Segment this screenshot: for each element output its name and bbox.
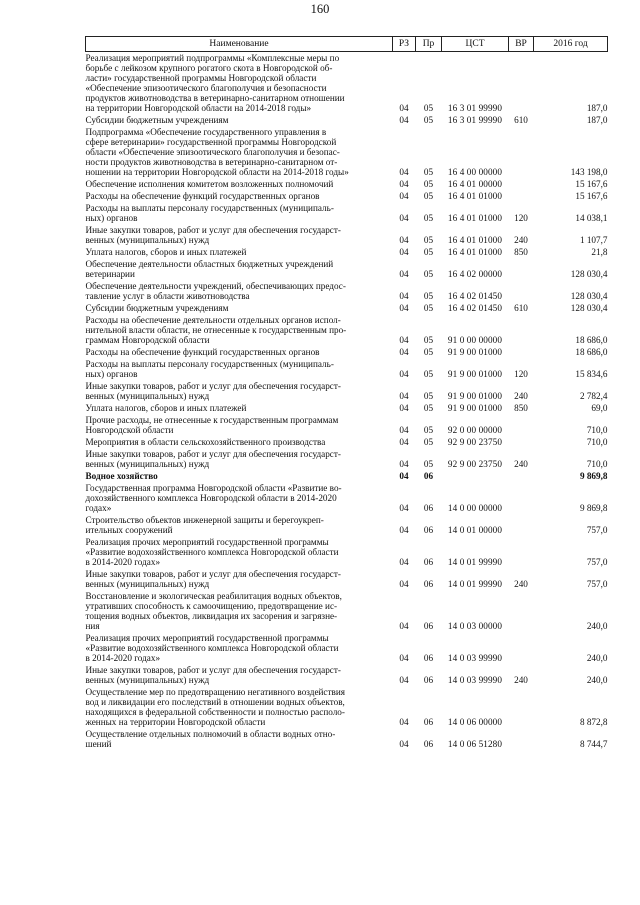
row-sum: 757,0 [586,557,608,567]
row-pr: 06 [423,579,434,589]
row-name: Реализация прочих мероприятий государственной программы «Развитие водохозяйственного комплекса Новгородской области в 2014-2020 годах» [85,537,339,567]
row-rz: 04 [399,503,409,513]
row-pr: 05 [423,437,434,447]
row-vr: 850 [514,403,528,413]
row-pr: 05 [423,269,434,279]
table-row [86,514,608,536]
row-pr: 05 [423,103,434,113]
row-cst: 92 9 00 23750 [447,437,503,447]
row-pr: 06 [423,653,434,663]
header-name: Наименование [86,37,393,52]
row-cst: 14 0 06 51280 [447,739,503,749]
row-sum: 69,0 [591,403,608,413]
row-vr [509,414,534,436]
table-row [86,632,608,664]
row-vr [509,52,534,115]
row-cst: 16 4 01 01000 [447,247,503,257]
row-sum: 18 686,0 [575,335,608,345]
row-rz: 04 [399,179,409,189]
row-rz: 04 [399,335,409,345]
row-name: Государственная программа Новгородской области «Развитие во- дохозяйственного комплекса Новгородской области в 2014-2020 годах» [85,483,342,513]
row-rz: 04 [399,403,409,413]
row-sum: 128 030,4 [570,291,608,301]
row-vr: 240 [514,675,528,685]
row-name: Уплата налогов, сборов и иных платежей [85,403,247,413]
row-sum: 240,0 [586,621,608,631]
row-pr: 06 [423,717,434,727]
row-sum: 9 869,8 [579,471,608,481]
row-pr: 05 [423,291,434,301]
row-sum: 757,0 [586,525,608,535]
row-vr [509,258,534,280]
row-pr: 06 [423,471,434,481]
row-sum: 15 834,6 [575,369,608,379]
row-name: Мероприятия в области сельскохозяйственного производства [85,437,326,447]
row-name: Восстановление и экологическая реабилитация водных объектов, утративших способность к самоочищению, предотвращение ис- тощения водных объектов, ликвидация их засорения и загрязне- ния [85,591,342,631]
row-vr [509,590,534,632]
row-name: Обеспечение деятельности областных бюджетных учреждений ветеринарии [85,259,334,279]
row-sum: 128 030,4 [570,269,608,279]
row-pr: 05 [423,425,434,435]
row-pr: 05 [423,369,434,379]
header-cst: ЦСТ [442,37,509,52]
table-row [86,436,608,448]
row-pr: 05 [423,167,434,177]
row-cst: 16 4 02 01450 [447,291,503,301]
row-cst: 92 9 00 23750 [447,459,503,469]
row-cst: 14 0 01 99990 [447,579,503,589]
row-vr [509,436,534,448]
row-rz: 04 [399,437,409,447]
row-pr: 05 [423,303,434,313]
row-vr [509,632,534,664]
row-name: Расходы на выплаты персоналу государственных (муниципаль- ных) органов [85,203,334,223]
row-pr: 05 [423,247,434,257]
row-pr: 05 [423,335,434,345]
row-vr: 610 [514,303,528,313]
table-row [86,380,608,402]
row-pr: 06 [423,557,434,567]
row-sum: 128 030,4 [570,303,608,313]
table-row [86,302,608,314]
row-vr [509,280,534,302]
row-name: Расходы на выплаты персоналу государственных (муниципаль- ных) органов [85,359,334,379]
row-vr [509,728,534,750]
header-rz: РЗ [393,37,416,52]
row-sum: 21,8 [591,247,608,257]
row-rz: 04 [399,115,409,125]
table-row [86,448,608,470]
row-rz: 04 [399,103,409,113]
row-rz: 04 [399,213,409,223]
row-vr [509,514,534,536]
page-number: 160 [310,2,330,16]
row-pr: 05 [423,213,434,223]
row-pr: 05 [423,347,434,357]
row-rz: 04 [399,303,409,313]
row-name: Осуществление мер по предотвращению негативного воздействия вод и ликвидации его последствий в отношении водных объектов, находящихся в федеральной собственности и полностью располо- женных на территории Новгородской области [85,687,346,727]
row-cst: 16 4 01 00000 [447,179,503,189]
table-row [86,224,608,246]
row-name: Расходы на обеспечение деятельности отдельных органов испол- нительной власти области, не отнесенные к государственным про- граммам Новгородской области [85,315,347,345]
row-pr: 06 [423,525,434,535]
row-pr: 05 [423,191,434,201]
row-vr [509,482,534,514]
row-name: Реализация мероприятий подпрограммы «Комплексные меры по борьбе с лейкозом крупного рогатого скота в Новгородской об- ласти» государственной программы Новгородской области «Обеспечение эпизоотического благополучия и безопасности продуктов животноводства в ветеринарно-санитарном отношении на территории Новгородской области на 2014-2018 годы» [85,53,345,113]
row-vr: 850 [514,247,528,257]
row-pr: 06 [423,621,434,631]
row-rz: 04 [399,717,409,727]
row-rz: 04 [399,471,409,481]
table-row [86,346,608,358]
row-rz: 04 [399,459,409,469]
table-row [86,258,608,280]
row-vr [509,126,534,178]
row-cst: 91 9 00 01000 [447,369,503,379]
row-sum: 710,0 [586,425,608,435]
table-row [86,246,608,258]
row-name: Иные закупки товаров, работ и услуг для обеспечения государст- венных (муниципальных) нужд [85,225,341,245]
row-name: Расходы на обеспечение функций государственных органов [85,191,320,201]
row-sum: 8 872,8 [579,717,608,727]
row-rz: 04 [399,191,409,201]
row-rz: 04 [399,369,409,379]
table-row [86,114,608,126]
row-cst: 14 0 06 00000 [447,717,503,727]
row-name: Расходы на обеспечение функций государственных органов [85,347,320,357]
row-cst: 16 4 01 01000 [447,213,503,223]
table-row [86,686,608,728]
table-row [86,482,608,514]
table-row [86,190,608,202]
row-rz: 04 [399,269,409,279]
row-pr: 06 [423,739,434,749]
row-sum: 9 869,8 [579,503,608,513]
row-vr: 240 [514,391,528,401]
row-name: Субсидии бюджетным учреждениям [85,115,229,125]
row-pr: 05 [423,179,434,189]
row-vr [509,314,534,346]
table-row [86,536,608,568]
table-row [86,664,608,686]
row-cst: 14 0 01 99990 [447,557,503,567]
row-vr: 120 [514,369,528,379]
row-cst: 16 4 01 01000 [447,235,503,245]
table-row [86,202,608,224]
row-name: Иные закупки товаров, работ и услуг для обеспечения государст- венных (муниципальных) нужд [85,449,341,469]
row-sum: 240,0 [586,675,608,685]
row-sum: 757,0 [586,579,608,589]
row-cst: 16 4 02 00000 [447,269,503,279]
row-sum: 710,0 [586,437,608,447]
row-sum: 18 686,0 [575,347,608,357]
row-cst: 16 4 02 01450 [447,303,503,313]
row-cst: 16 3 01 99990 [447,115,503,125]
row-vr: 120 [514,213,528,223]
row-vr [509,178,534,190]
row-name: Субсидии бюджетным учреждениям [85,303,229,313]
row-pr: 06 [423,503,434,513]
row-cst: 16 3 01 99990 [447,103,503,113]
row-vr [509,536,534,568]
row-cst: 14 0 01 00000 [447,525,503,535]
row-cst: 91 0 00 00000 [447,335,503,345]
row-name: Водное хозяйство [85,471,158,481]
row-rz: 04 [399,391,409,401]
row-name: Подпрограмма «Обеспечение государственного управления в сфере ветеринарии» государственной программы Новгородской области «Обеспечение эпизоотического благополучия и безопас- ности продуктов животноводства в ветеринарно-санитарном от- ношении на территории Новгородской области на 2014-2018 годы» [85,127,349,177]
row-cst: 14 0 03 00000 [447,621,503,631]
table-row [86,590,608,632]
row-vr: 240 [514,459,528,469]
row-sum: 15 167,6 [575,179,608,189]
row-rz: 04 [399,579,409,589]
row-sum: 240,0 [586,653,608,663]
row-name: Обеспечение исполнения комитетом возложенных полномочий [85,179,334,189]
row-name: Прочие расходы, не отнесенные к государственным программам Новгородской области [85,415,339,435]
row-name: Иные закупки товаров, работ и услуг для обеспечения государст- венных (муниципальных) нужд [85,569,341,589]
row-name: Строительство объектов инженерной защиты и берегоукреп- ительных сооружений [85,515,324,535]
row-rz: 04 [399,675,409,685]
row-name: Уплата налогов, сборов и иных платежей [85,247,247,257]
row-vr: 240 [514,579,528,589]
row-rz: 04 [399,739,409,749]
header-year: 2016 год [534,37,608,52]
row-name: Иные закупки товаров, работ и услуг для обеспечения государст- венных (муниципальных) нужд [85,665,341,685]
row-sum: 1 107,7 [579,235,608,245]
row-sum: 15 167,6 [575,191,608,201]
row-vr [509,346,534,358]
row-cst: 16 4 01 01000 [447,191,503,201]
row-pr: 05 [423,391,434,401]
row-rz: 04 [399,621,409,631]
row-cst: 91 9 00 01000 [447,391,503,401]
row-cst: 16 4 00 00000 [447,167,503,177]
table-row [86,178,608,190]
row-pr: 05 [423,459,434,469]
row-vr [509,190,534,202]
row-name: Обеспечение деятельности учреждений, обеспечивающих предос- тавление услуг в области животноводства [85,281,346,301]
row-name: Иные закупки товаров, работ и услуг для обеспечения государст- венных (муниципальных) нужд [85,381,341,401]
table-row [86,126,608,178]
table-row [86,314,608,346]
budget-table [85,36,608,750]
row-rz: 04 [399,247,409,257]
table-row [86,280,608,302]
table-row [86,358,608,380]
table-row [86,728,608,750]
row-sum: 8 744,7 [579,739,608,749]
row-rz: 04 [399,347,409,357]
table-row [86,470,608,482]
header-vr: ВР [509,37,534,52]
row-cst: 14 0 00 00000 [447,503,503,513]
table-row [86,414,608,436]
row-sum: 143 198,0 [570,167,608,177]
row-name: Осуществление отдельных полномочий в области водных отно- шений [85,729,336,749]
table-row [86,568,608,590]
row-cst: 14 0 03 99990 [447,653,503,663]
row-cst [442,470,509,482]
row-pr: 06 [423,675,434,685]
table-body [86,52,608,751]
row-cst: 91 9 00 01000 [447,347,503,357]
row-rz: 04 [399,235,409,245]
row-rz: 04 [399,291,409,301]
row-pr: 05 [423,235,434,245]
row-vr [509,470,534,482]
row-rz: 04 [399,525,409,535]
row-rz: 04 [399,653,409,663]
row-vr [509,686,534,728]
row-name: Реализация прочих мероприятий государственной программы «Развитие водохозяйственного комплекса Новгородской области в 2014-2020 годах» [85,633,339,663]
row-vr: 610 [514,115,528,125]
row-sum: 14 038,1 [575,213,608,223]
row-sum: 2 782,4 [579,391,608,401]
row-sum: 187,0 [586,103,608,113]
row-cst: 14 0 03 99990 [447,675,503,685]
row-pr: 05 [423,115,434,125]
row-pr: 05 [423,403,434,413]
table-header [86,37,608,52]
row-cst: 91 9 00 01000 [447,403,503,413]
table-row [86,402,608,414]
row-cst: 92 0 00 00000 [447,425,503,435]
header-pr: Пр [416,37,442,52]
row-sum: 710,0 [586,459,608,469]
row-rz: 04 [399,557,409,567]
table-row [86,52,608,115]
row-rz: 04 [399,167,409,177]
row-rz: 04 [399,425,409,435]
row-sum: 187,0 [586,115,608,125]
row-vr: 240 [514,235,528,245]
